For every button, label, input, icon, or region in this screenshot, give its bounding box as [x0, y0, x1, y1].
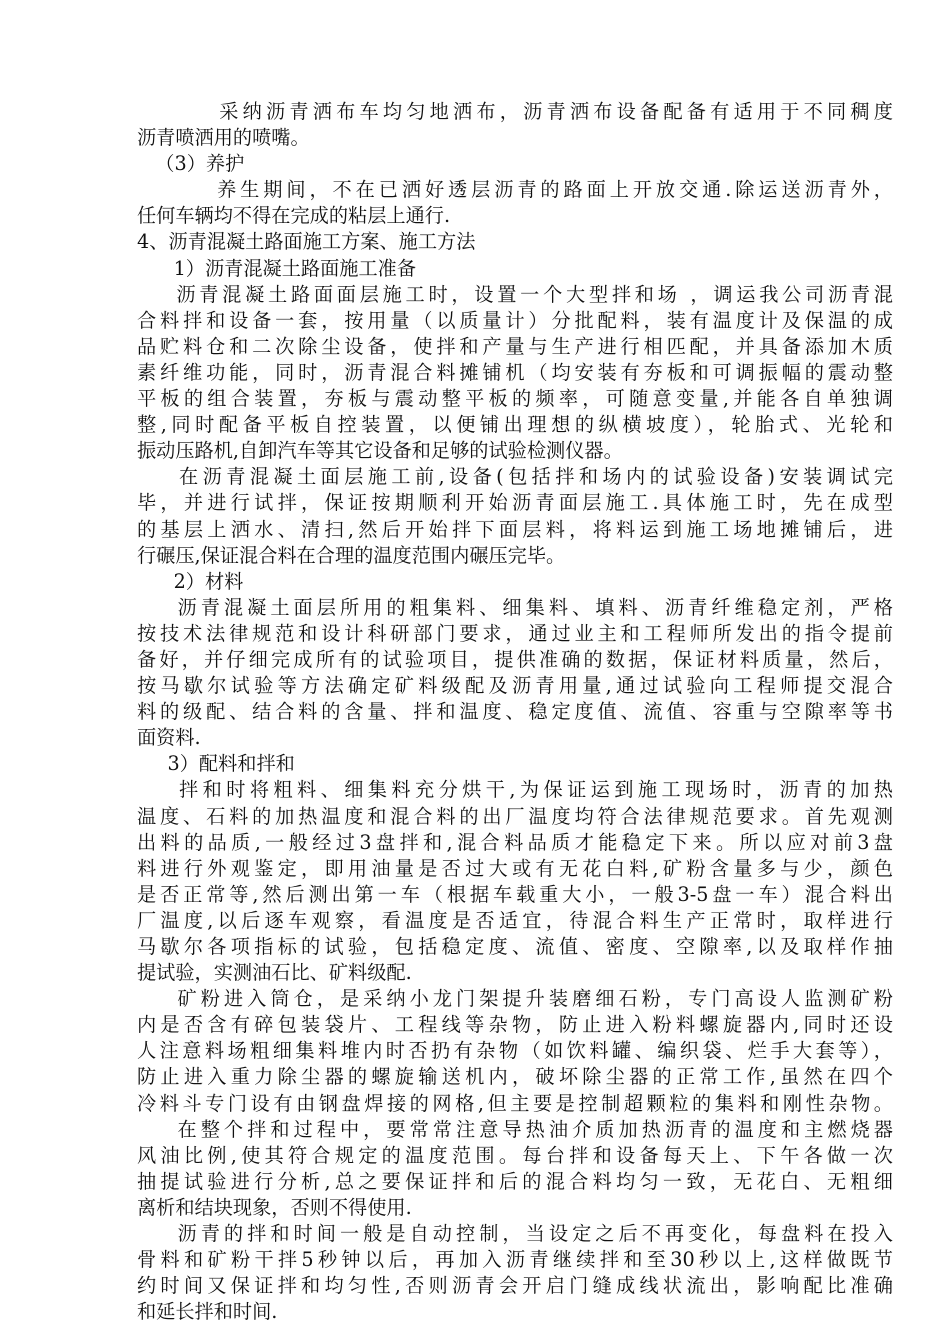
text-line: 毕，并进行试拌，保证按期顺利开始沥青面层施工.具体施工时，先在成型	[137, 491, 893, 515]
text-line: 1）沥青混凝土路面施工准备	[137, 256, 417, 280]
text-line: 沥青的拌和时间一般是自动控制，当设定之后不再变化，每盘料在投入	[137, 1222, 893, 1246]
text-line: 在整个拌和过程中，要常常注意导热油介质加热沥青的温度和主燃烧器	[137, 1117, 893, 1141]
text-line: 风油比例,使其符合规定的温度范围。每台拌和设备每天上、下午各做一次	[137, 1143, 893, 1167]
text-line: 4、沥青混凝土路面施工方案、施工方法	[137, 230, 476, 254]
text-line: 沥青混凝土路面面层施工时，设置一个大型拌和场 ，调运我公司沥青混	[137, 282, 893, 306]
text-line: 温度、石料的加热温度和混合料的出厂温度均符合法律规范要求。首先观测	[137, 804, 893, 828]
text-line: 内是否含有碎包装袋片、工程线等杂物，防止进入粉料螺旋器内,同时还设	[137, 1013, 893, 1037]
text-line: 行碾压,保证混合料在合理的温度范围内碾压完毕。	[137, 543, 566, 567]
text-line: 防止进入重力除尘器的螺旋输送机内，破坏除尘器的正常工作,虽然在四个	[137, 1065, 893, 1089]
text-line: （3）养护	[137, 152, 245, 176]
text-line: 矿粉进入筒仓，是采纳小龙门架提升装磨细石粉，专门高设人监测矿粉	[137, 987, 893, 1011]
text-line: 沥青喷洒用的喷嘴。	[137, 126, 310, 150]
text-line: 料进行外观鉴定，即用油量是否过大或有无花白料,矿粉含量多与少，颜色	[137, 856, 893, 880]
text-line: 离析和结块现象，否则不得使用.	[137, 1195, 412, 1219]
text-line: 平板的组合装置，夯板与震动整平板的频率，可随意变量,并能各自单独调	[137, 387, 893, 411]
text-line: 振动压路机,自卸汽车等其它设备和足够的试验检测仪器。	[137, 439, 623, 463]
text-line: 按技术法律规范和设计科研部门要求，通过业主和工程师所发出的指令提前	[137, 621, 893, 645]
text-line: 约时间又保证拌和均匀性,否则沥青会开启门缝成线状流出，影响配比准确	[137, 1274, 893, 1298]
text-line: 拌和时将粗料、细集料充分烘干,为保证运到施工现场时，沥青的加热	[137, 778, 893, 802]
text-line: 抽提试验进行分析,总之要保证拌和后的混合料均匀一致，无花白、无粗细	[137, 1169, 893, 1193]
text-line: 3）配料和拌和	[137, 752, 295, 776]
text-line: 出料的品质,一般经过3盘拌和,混合料品质才能稳定下来。所以应对前3盘	[137, 830, 893, 854]
text-line: 整,同时配备平板自控装置，以便铺出理想的纵横坡度），轮胎式、光轮和	[137, 413, 893, 437]
text-line: 2）材料	[137, 569, 244, 593]
document-body	[137, 99, 893, 1325]
text-line: 品贮料仓和二次除尘设备，使拌和产量与生产进行相匹配，并具备添加木质	[137, 334, 893, 358]
text-line: 素纤维功能，同时，沥青混合料摊铺机（均安装有夯板和可调振幅的震动整	[137, 360, 893, 384]
text-line: 冷料斗专门设有由钢盘焊接的网格,但主要是控制超颗粒的集料和刚性杂物。	[137, 1091, 893, 1115]
text-line: 按马歇尔试验等方法确定矿料级配及沥青用量,通过试验向工程师提交混合	[137, 674, 893, 698]
text-line: 采纳沥青洒布车均匀地洒布，沥青洒布设备配备有适用于不同稠度	[137, 100, 893, 123]
text-line: 在沥青混凝土面层施工前,设备(包括拌和场内的试验设备)安装调试完	[137, 465, 893, 489]
text-line: 备好，并仔细完成所有的试验项目，提供准确的数据，保证材料质量，然后，	[137, 647, 893, 671]
text-line: 骨料和矿粉干拌5秒钟以后，再加入沥青继续拌和至30秒以上,这样做既节	[137, 1248, 893, 1272]
text-line: 和延长拌和时间.	[137, 1300, 278, 1324]
text-line: 提试验，实测油石比、矿料级配.	[137, 961, 412, 985]
text-line: 的基层上洒水、清扫,然后开始拌下面层料，将料运到施工场地摊铺后，进	[137, 517, 893, 541]
text-line: 马歇尔各项指标的试验，包括稳定度、流值、密度、空隙率,以及取样作抽	[137, 935, 893, 958]
text-line: 人注意料场粗细集料堆内时否扔有杂物（如饮料罐、编织袋、烂手大套等），	[137, 1039, 893, 1063]
text-line: 厂温度,以后逐车观察，看温度是否适宜，待混合料生产正常时，取样进行	[137, 908, 893, 932]
text-line: 合料拌和设备一套，按用量（以质量计）分批配料，装有温度计及保温的成	[137, 308, 893, 332]
text-line: 养生期间，不在已洒好透层沥青的路面上开放交通.除运送沥青外，	[137, 178, 893, 202]
text-line: 任何车辆均不得在完成的粘层上通行.	[137, 204, 451, 228]
text-line: 料的级配、结合料的含量、拌和温度、稳定度值、流值、容重与空隙率等书	[137, 700, 893, 724]
text-line: 是否正常等,然后测出第一车（根据车载重大小，一般3-5盘一车）混合料出	[137, 882, 893, 906]
text-line: 面资料.	[137, 726, 201, 750]
text-line: 沥青混凝土面层所用的粗集料、细集料、填料、沥青纤维稳定剂，严格	[137, 595, 893, 619]
